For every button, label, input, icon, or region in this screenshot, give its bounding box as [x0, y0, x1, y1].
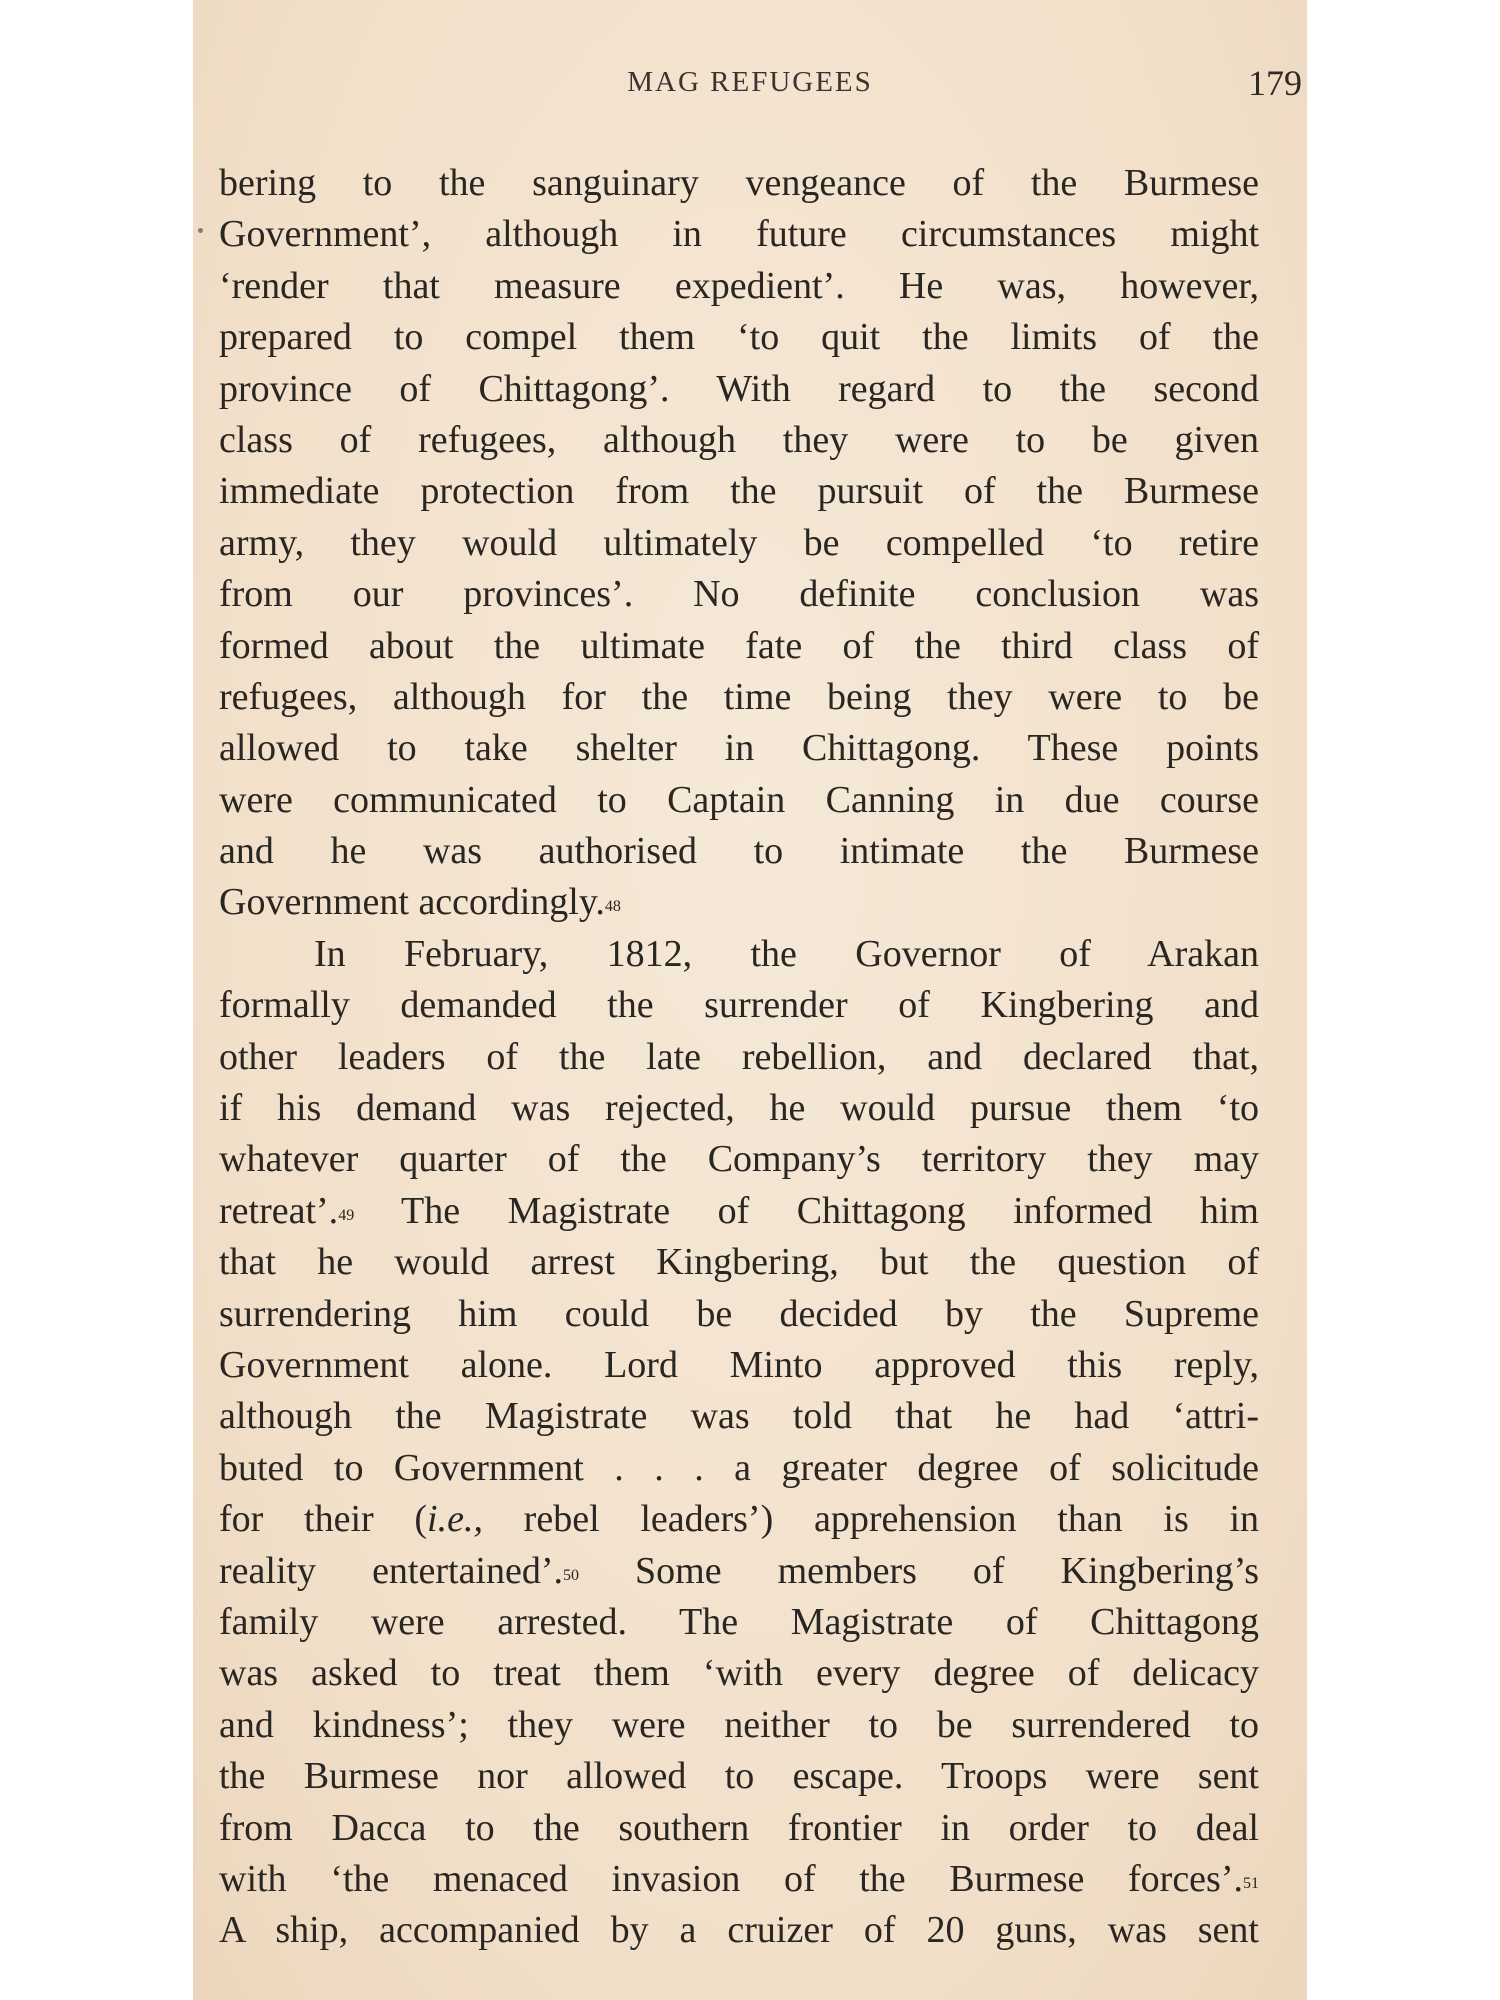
text-line: Government alone. Lord Minto approved this reply,	[219, 1343, 1259, 1386]
book-page	[193, 0, 1307, 2000]
text-line: ‘render that measure expedient’. He was, however,	[219, 264, 1259, 307]
page-header	[193, 62, 1307, 112]
text-line: buted to Government . . . a greater degree of solicitude	[219, 1446, 1259, 1489]
text-line: army, they would ultimately be compelled ‘to retire	[219, 521, 1259, 564]
text-line: were communicated to Captain Canning in due course	[219, 778, 1259, 821]
text-line: formed about the ultimate fate of the third class of	[219, 624, 1259, 667]
text-line	[219, 1186, 1259, 1237]
running-head: MAG REFUGEES	[627, 66, 873, 98]
text-line: was asked to treat them ‘with every degree of delicacy	[219, 1652, 1259, 1695]
text-line: province of Chittagong’. With regard to the second	[219, 367, 1259, 410]
text-line: the Burmese nor allowed to escape. Troops were sent	[219, 1755, 1259, 1798]
footnote-ref: 50	[563, 1566, 580, 1584]
text-line: from our provinces’. No definite conclusion was	[219, 573, 1259, 616]
text-line: bering to the sanguinary vengeance of the Burmese	[219, 162, 1259, 204]
line-text: for their (	[219, 1498, 428, 1541]
text-line: In February, 1812, the Governor of Arakan	[314, 932, 1259, 975]
text-line: allowed to take shelter in Chittagong. These points	[219, 727, 1259, 770]
text-line: Government’, although in future circumstances might	[219, 213, 1259, 256]
line-text: retreat’.	[219, 1189, 339, 1232]
line-text: reality entertained’.	[219, 1549, 564, 1592]
text-line: whatever quarter of the Company’s territory they may	[219, 1138, 1259, 1181]
text-line: other leaders of the late rebellion, and declared that,	[219, 1035, 1259, 1078]
text-line: and he was authorised to intimate the Burmese	[219, 830, 1259, 873]
text-line: prepared to compel them ‘to quit the limits of the	[219, 316, 1259, 359]
text-line: refugees, although for the time being they were to be	[219, 675, 1259, 718]
page-number: 179	[1248, 63, 1302, 103]
body-text	[219, 158, 1259, 1957]
text-line: from Dacca to the southern frontier in order to deal	[219, 1806, 1259, 1849]
text-line: and kindness’; they were neither to be surrendered to	[219, 1703, 1259, 1746]
text-line	[219, 877, 1259, 928]
footnote-ref: 51	[1243, 1874, 1259, 1892]
line-text: with ‘the menaced invasion of the Burmese forces’.	[219, 1857, 1243, 1900]
text-line: class of refugees, although they were to be given	[219, 418, 1259, 461]
margin-speck	[198, 228, 203, 233]
line-text: Government accordingly.	[219, 881, 605, 924]
line-text: Some members of Kingbering’s	[635, 1549, 1259, 1592]
footnote-ref: 48	[604, 898, 621, 916]
text-line	[219, 1494, 1259, 1545]
italic-abbreviation: i.e.,	[427, 1498, 483, 1541]
text-line: if his demand was rejected, he would pursue them ‘to	[219, 1087, 1259, 1130]
text-line: formally demanded the surrender of Kingbering and	[219, 984, 1259, 1027]
text-line: A ship, accompanied by a cruizer of 20 guns, was sent	[219, 1909, 1259, 1952]
text-line	[219, 1546, 1259, 1597]
text-line: although the Magistrate was told that he had ‘attri-	[219, 1395, 1259, 1438]
text-line: that he would arrest Kingbering, but the question of	[219, 1241, 1259, 1284]
line-text: The Magistrate of Chittagong informed him	[401, 1189, 1259, 1232]
text-line	[219, 1854, 1259, 1905]
footnote-ref: 49	[338, 1206, 355, 1224]
text-line: family were arrested. The Magistrate of Chittagong	[219, 1600, 1259, 1643]
text-line: surrendering him could be decided by the Supreme	[219, 1292, 1259, 1335]
text-line: immediate protection from the pursuit of the Burmese	[219, 470, 1259, 513]
line-text: rebel leaders’) apprehension than is in	[482, 1498, 1259, 1541]
